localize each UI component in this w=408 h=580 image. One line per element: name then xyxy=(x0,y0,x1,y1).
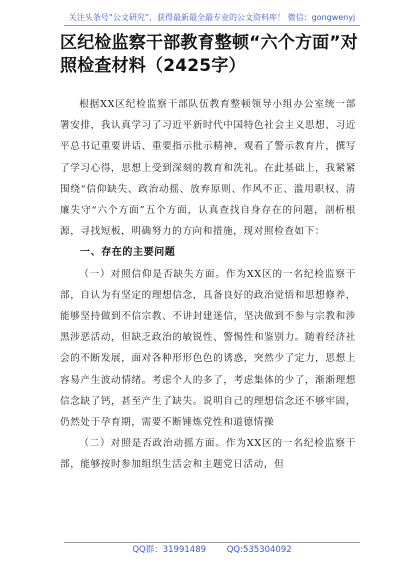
qq-group-link[interactable]: QQ群：31991489 xyxy=(132,545,207,555)
intro-paragraph: 根据XX区纪检监察干部队伍教育整顿领导小组办公室统一部署安排，我认真学习了习近平新时代中国特色社会主义思想、习近平总书记重要讲话、重要指示批示精神，观看了警示教育片，撰写了学习心得，思想上受到深刻的教育和洗礼。在此基础上，我紧紧围绕“信仰缺失、政治动摇、放弃原则、作风不正、滥用职权、清廉失守“六个方面”五个方面，认真查找自身存在的问题，剖析根源，寻找短板，明确努力的方向和措施，现对照检查如下： xyxy=(60,99,356,238)
section-heading: 一、存在的主要问题 xyxy=(80,247,176,259)
paragraph-faith: （一）对照信仰是否缺失方面。作为XX区的一名纪检监察干部，自认为有坚定的理想信念，具备良好的政治觉悟和思想修养，能够坚持做到不信宗教、不讲封建迷信，坚决做到不参与宗教和涉黑涉恶活动，但缺乏政治的敏锐性、警惕性和鉴别力。随着经济社会的不断发展，面对各种形形色色的诱惑，突然少了定力，思想上容易产生波动情绪。考虑个人的多了，考虑集体的少了，渐渐理想信念缺了钙，甚至产生了缺失。说明自己的理想信念还不够牢固，仍然处于孕育期，需要不断锤炼党性和道德情操 xyxy=(60,268,356,429)
document-body xyxy=(60,94,356,476)
header-banner: 关注头条号“公文研究”，获得最新最全最专业的公文资料库！ 微信：gongwenyj xyxy=(64,12,360,26)
footer-contact xyxy=(64,542,360,557)
paragraph-politics: （二）对照是否政治动摇方面。作为XX区的一名纪检监察干部，能够按时参加组织生活会和主题党日活动，但 xyxy=(60,438,356,471)
document-title: 区纪检监察干部教育整顿“六个方面”对照检查材料（2425字） xyxy=(60,33,358,76)
qq-contact-link[interactable]: QQ:535304092 xyxy=(226,545,292,555)
